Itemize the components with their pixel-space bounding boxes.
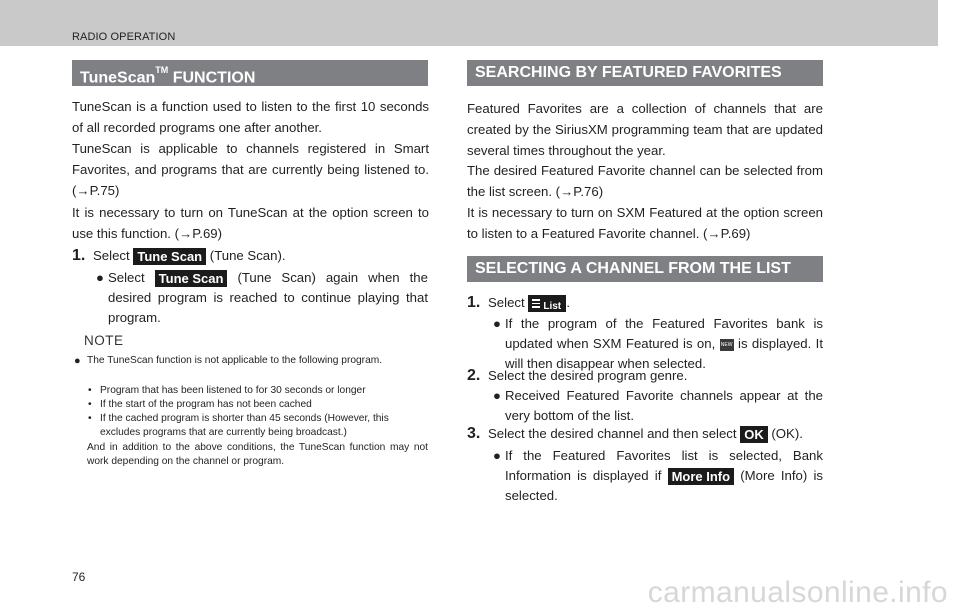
bullet-dot-icon: ● bbox=[493, 448, 501, 463]
tunescan-intro: TuneScan is a function used to listen to the first 10 seconds of all recorded programs one after another. bbox=[72, 99, 429, 135]
select-channel-step-2: 2. Select the desired program genre. bbox=[467, 367, 688, 384]
tunescan-applicability: TuneScan is applicable to channels registered in Smart Favorites, and programs that are currently being listened to. (→P.75) bbox=[72, 141, 429, 198]
bullet-dot-icon: ● bbox=[493, 316, 501, 331]
note-item-marker-icon: • bbox=[88, 385, 92, 396]
trademark-sup: TM bbox=[155, 65, 169, 75]
bullet-dot-icon: ● bbox=[96, 270, 104, 285]
note-item: Program that has been listened to for 30 seconds or longer bbox=[100, 385, 366, 396]
more-info-button[interactable]: More Info bbox=[668, 468, 735, 485]
select-channel-step-1: 1. Select List . bbox=[467, 294, 571, 313]
list-update-bullet: ● If the program of the Featured Favorites bank is updated when SXM Featured is on, NEW is displayed. It will then disappear when selected. bbox=[493, 316, 823, 371]
note-item-marker-icon: • bbox=[88, 399, 92, 410]
watermark: carmanualsonline.info bbox=[647, 576, 948, 609]
note-text: ● The TuneScan function is not applicable to the following program. bbox=[74, 355, 383, 367]
tunescan-step-1: 1. Select Tune Scan (Tune Scan). bbox=[72, 247, 286, 265]
list-button[interactable]: List bbox=[528, 295, 566, 312]
bullet-dot-icon: ● bbox=[493, 388, 501, 403]
bank-info-bullet: ● If the Featured Favorites list is selected, Bank Information is displayed if More Info (More Info) is selected. bbox=[493, 448, 823, 503]
note-item-marker-icon: • bbox=[88, 413, 92, 424]
genre-bullet: ● Received Featured Favorite channels appear at the very bottom of the list. bbox=[493, 388, 823, 423]
tune-scan-button[interactable]: Tune Scan bbox=[133, 248, 206, 265]
tune-scan-button-again[interactable]: Tune Scan bbox=[155, 270, 228, 287]
featured-favorites-intro: Featured Favorites are a collection of channels that are created by the SiriusXM programming team that are updated several times throughout the year. bbox=[467, 101, 823, 158]
select-channel-heading: SELECTING A CHANNEL FROM THE LIST bbox=[467, 256, 823, 282]
tunescan-bullet: ● Select Tune Scan (Tune Scan) again when the desired program is reached to continue playing that program. bbox=[96, 270, 428, 325]
new-badge-icon: NEW bbox=[720, 339, 734, 351]
running-header: RADIO OPERATION bbox=[72, 31, 176, 43]
note-bullet-icon: ● bbox=[74, 355, 81, 367]
featured-favorites-option-note: It is necessary to turn on SXM Featured at the option screen to listen to a Featured Favorite channel. (→P.69) bbox=[467, 205, 823, 241]
note-item: If the start of the program has not been cached bbox=[100, 399, 312, 410]
list-icon bbox=[532, 299, 540, 308]
featured-favorites-heading: SEARCHING BY FEATURED FAVORITES bbox=[467, 60, 823, 86]
note-title: NOTE bbox=[84, 333, 124, 348]
note-item: If the cached program is shorter than 45 seconds (However, this excludes programs that are currently being broadcast.) bbox=[100, 413, 389, 438]
featured-favorites-list-screen: The desired Featured Favorite channel can be selected from the list screen. (→P.76) bbox=[467, 163, 823, 199]
note-footer: And in addition to the above conditions, the TuneScan function may not work depending on the channel or program. bbox=[87, 442, 428, 467]
tunescan-option-note: It is necessary to turn on TuneScan at the option screen to use this function. (→P.69) bbox=[72, 205, 429, 241]
ok-button[interactable]: OK bbox=[740, 426, 768, 443]
tunescan-heading: TuneScan™ FUNCTION bbox=[72, 60, 428, 86]
select-channel-step-3: 3. Select the desired channel and then select OK (OK). bbox=[467, 425, 803, 443]
page-number: 76 bbox=[72, 570, 86, 584]
